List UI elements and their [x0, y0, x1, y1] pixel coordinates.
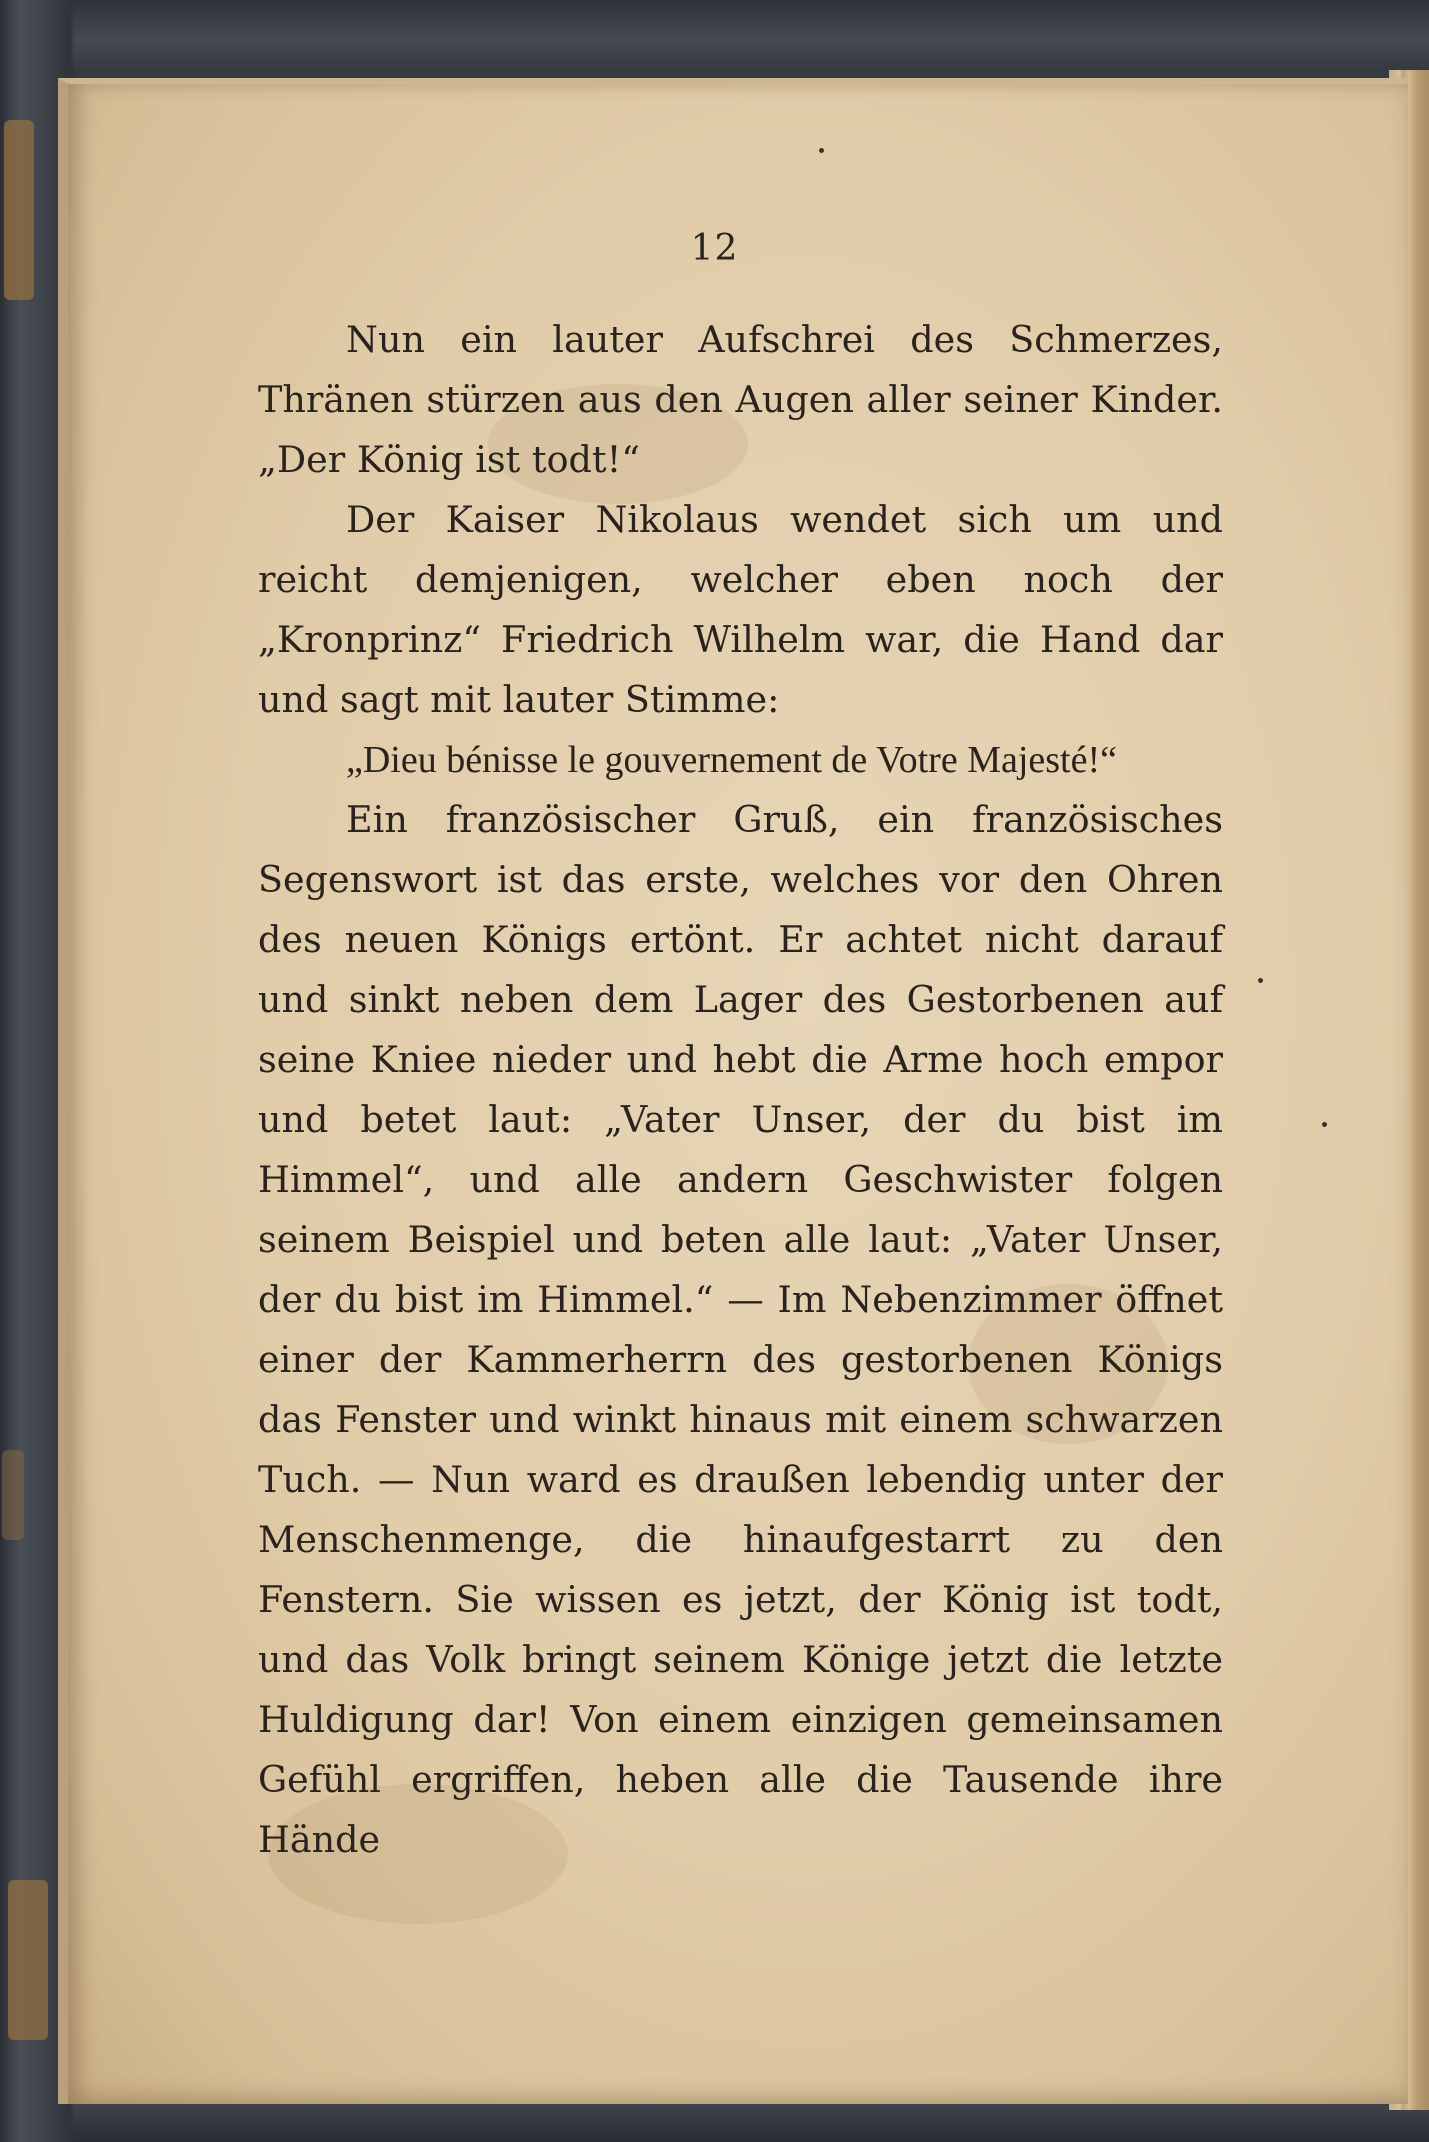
- ink-speck: [1322, 1122, 1327, 1127]
- paragraph-french-quote: „Dieu bénisse le gouvernement de Votre Majesté!“: [346, 739, 1118, 781]
- body-text: [258, 310, 1223, 1870]
- paragraph: Nun ein lauter Aufschrei des Schmerzes, Thränen stürzen aus den Augen aller seiner Kinder. „Der König ist todt!“: [258, 318, 1223, 481]
- paragraph: Ein französischer Gruß, ein französisches Segenswort ist das erste, welches vor den Ohren des neuen Königs ertönt. Er achtet nicht darauf und sinkt neben dem Lager des Gestorbenen auf seine Kniee nieder und hebt die Arme hoch empor und betet laut: „Vater Unser, der du bist im Himmel“, und alle andern Geschwister folgen seinem Beispiel und beten alle laut: „Vater Unser, der du bist im Himmel.“ — Im Nebenzimmer öffnet einer der Kammerherrn des gestorbenen Königs das Fenster und winkt hinaus mit einem schwarzen Tuch. — Nun ward es draußen lebendig unter der Menschenmenge, die hinaufgestarrt zu den Fenstern. Sie wissen es jetzt, der König ist todt, und das Volk bringt seinem Könige jetzt die letzte Huldigung dar! Von einem einzigen gemeinsamen Gefühl ergriffen, heben alle die Tausende ihre Hände: [258, 798, 1223, 1861]
- ink-speck: [819, 148, 824, 153]
- ink-speck: [1258, 978, 1263, 983]
- page-number: 12: [690, 228, 739, 269]
- paragraph: Der Kaiser Nikolaus wendet sich um und reicht demjenigen, welcher eben noch der „Kronprinz“ Friedrich Wilhelm war, die Hand dar und sagt mit lauter Stimme:: [258, 498, 1223, 721]
- cover-wear-spot: [2, 1450, 24, 1540]
- cover-wear-spot: [4, 120, 34, 300]
- cover-wear-spot: [8, 1880, 48, 2040]
